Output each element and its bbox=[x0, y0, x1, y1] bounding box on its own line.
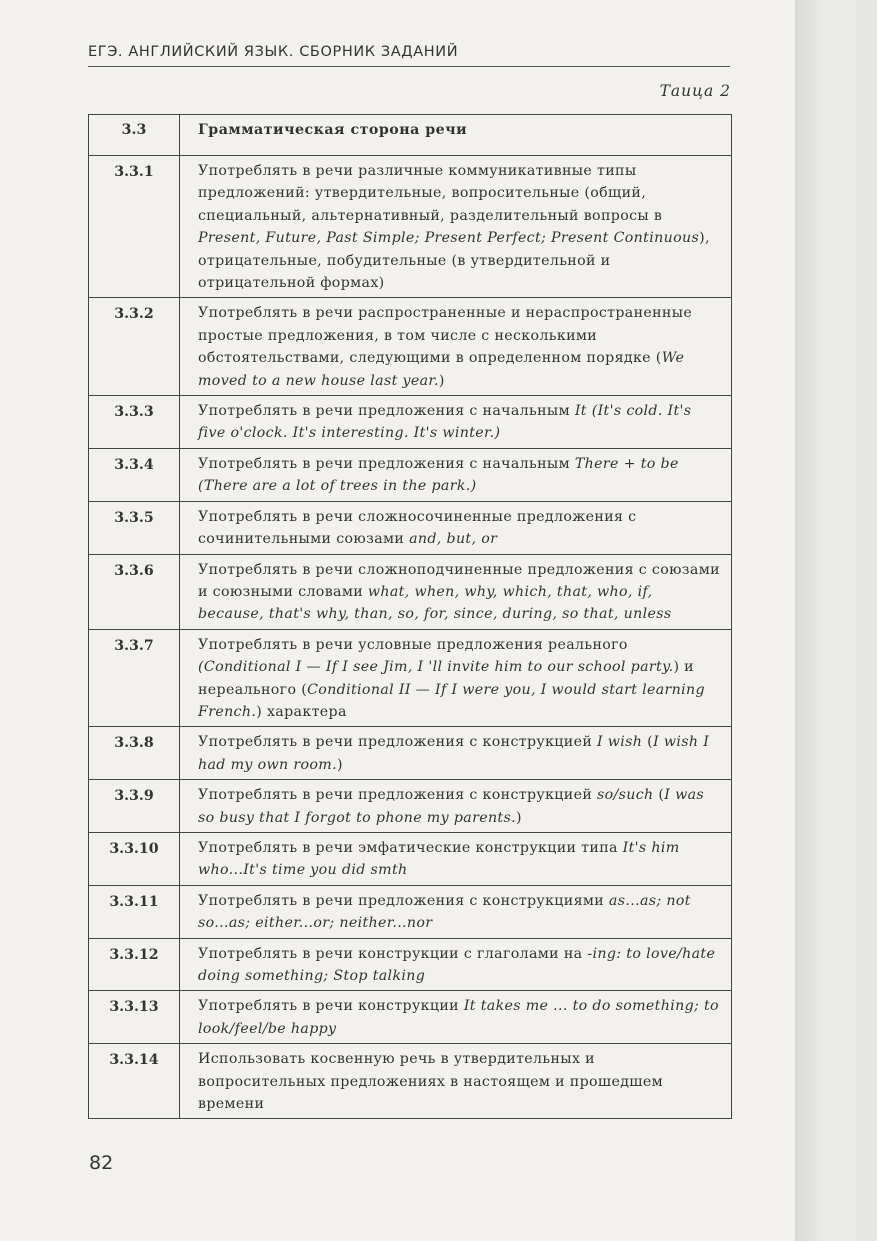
table-row bbox=[89, 1044, 732, 1119]
row-description bbox=[180, 780, 732, 833]
example-text: There + to be (There are a lot of trees in the park.) bbox=[198, 455, 679, 495]
row-code: 3.3.2 bbox=[89, 298, 180, 396]
row-description bbox=[180, 501, 732, 554]
example-text: -ing: to love/hate doing something; Stop talking bbox=[198, 945, 716, 984]
example-text: It takes me ... to do something; to look/feel/be happy bbox=[198, 998, 719, 1037]
table-row bbox=[89, 938, 732, 991]
page-gutter bbox=[795, 0, 877, 1241]
table-row bbox=[89, 629, 732, 727]
example-text: I was so busy that I forgot to phone my parents. bbox=[198, 787, 705, 826]
row-code: 3.3.8 bbox=[89, 727, 180, 780]
row-code: 3.3.7 bbox=[89, 629, 180, 727]
description-text: Употреблять в речи предложения с начальным bbox=[198, 455, 575, 472]
description-text: ( bbox=[642, 734, 654, 751]
row-description bbox=[180, 554, 732, 629]
description-text: ) bbox=[515, 809, 522, 826]
row-description bbox=[180, 832, 732, 885]
table-row bbox=[89, 780, 732, 833]
description-text: ( bbox=[653, 787, 665, 804]
row-code: 3.3.11 bbox=[89, 885, 180, 938]
example-text: as...as; not so...as; either...or; neither...nor bbox=[198, 892, 691, 932]
row-code: 3.3.3 bbox=[89, 396, 180, 449]
table-row bbox=[89, 156, 732, 298]
page-number: 82 bbox=[89, 1152, 114, 1174]
running-head: ЕГЭ. АНГЛИЙСКИЙ ЯЗЫК. СБОРНИК ЗАДАНИЙ bbox=[88, 44, 730, 67]
example-text: and, but, or bbox=[409, 531, 498, 548]
description-text: Употреблять в речи различные коммуникативные типы предложений: утвердительные, вопросительные (общий, специальный, альтернативный, разделительный вопросы в bbox=[198, 163, 663, 224]
row-description bbox=[180, 629, 732, 727]
table-row bbox=[89, 727, 732, 780]
description-text: ) bbox=[336, 756, 343, 773]
table-row bbox=[89, 501, 732, 554]
row-description bbox=[180, 156, 732, 298]
row-description bbox=[180, 396, 732, 449]
row-code: 3.3.1 bbox=[89, 156, 180, 298]
row-description bbox=[180, 448, 732, 501]
description-text: Употреблять в речи распространенные и нераспространенные простые предложения, в том числе с несколькими обстоятельствами, следующими в определенном порядке ( bbox=[198, 305, 693, 367]
description-text: ) характера bbox=[256, 703, 347, 720]
table-row bbox=[89, 885, 732, 938]
example-text: (Conditional I — If I see Jim, I 'll invite him to our school party. bbox=[198, 659, 674, 676]
table-row bbox=[89, 832, 732, 885]
example-text: so/such bbox=[596, 787, 654, 804]
table-row bbox=[89, 554, 732, 629]
description-text: Употреблять в речи конструкции bbox=[198, 998, 464, 1015]
description-text: ) и нереального ( bbox=[198, 659, 694, 698]
example-text: It's him who...It's time you did smth bbox=[198, 839, 680, 879]
description-text: Употреблять в речи условные предложения реального bbox=[198, 636, 628, 653]
description-text: Употреблять в речи предложения с конструкциями bbox=[198, 892, 609, 909]
example-text: I wish bbox=[596, 734, 643, 751]
example-text: Conditional II — If I were you, I would start learning French. bbox=[198, 681, 705, 720]
table-row bbox=[89, 396, 732, 449]
row-description bbox=[180, 298, 732, 396]
table-row bbox=[89, 448, 732, 501]
row-code: 3.3.5 bbox=[89, 501, 180, 554]
example-text: It (It's cold. It's five o'clock. It's interesting. It's winter.) bbox=[198, 403, 692, 442]
description-text: Употреблять в речи конструкции с глаголами на bbox=[198, 945, 588, 962]
row-code: 3.3.4 bbox=[89, 448, 180, 501]
example-text: Present, Future, Past Simple; Present Perfect; Present Continuous bbox=[198, 230, 700, 247]
example-text: I wish I had my own room. bbox=[198, 734, 710, 773]
header-title: Грамматическая сторона речи bbox=[180, 115, 732, 156]
description-text: ), отрицательные, побудительные (в утвердительной и отрицательной формах) bbox=[198, 230, 710, 292]
row-description bbox=[180, 727, 732, 780]
row-code: 3.3.12 bbox=[89, 938, 180, 991]
table-header-row bbox=[89, 115, 732, 156]
description-text: Употреблять в речи эмфатические конструкции типа bbox=[198, 839, 623, 856]
row-description bbox=[180, 991, 732, 1044]
table-row bbox=[89, 298, 732, 396]
table-row bbox=[89, 991, 732, 1044]
table-body bbox=[89, 115, 732, 1119]
description-text: Употреблять в речи предложения с конструкцией bbox=[198, 787, 597, 804]
row-code: 3.3.13 bbox=[89, 991, 180, 1044]
description-text: Употреблять в речи сложносочиненные предложения с сочинительными союзами bbox=[198, 508, 637, 548]
description-text: Употреблять в речи предложения с начальным bbox=[198, 403, 575, 420]
example-text: what, when, why, which, that, who, if, because, that's why, than, so, for, since, during, so that, unless bbox=[198, 583, 672, 623]
row-code: 3.3.10 bbox=[89, 832, 180, 885]
description-text: Употреблять в речи предложения с конструкцией bbox=[198, 734, 597, 751]
description-text: ) bbox=[438, 372, 445, 389]
table-label: Таица 2 bbox=[659, 82, 731, 100]
row-code: 3.3.6 bbox=[89, 554, 180, 629]
row-description bbox=[180, 885, 732, 938]
row-description bbox=[180, 938, 732, 991]
row-description bbox=[180, 1044, 732, 1119]
description-text: Использовать косвенную речь в утвердительных и вопросительных предложениях в настоящем и прошедшем времени bbox=[198, 1051, 663, 1113]
row-code: 3.3.9 bbox=[89, 780, 180, 833]
example-text: We moved to a new house last year. bbox=[198, 350, 685, 389]
description-text: Употреблять в речи сложноподчиненные предложения с союзами и союзными словами bbox=[198, 561, 720, 600]
header-code: 3.3 bbox=[89, 115, 180, 156]
grammar-table bbox=[88, 114, 732, 1119]
row-code: 3.3.14 bbox=[89, 1044, 180, 1119]
